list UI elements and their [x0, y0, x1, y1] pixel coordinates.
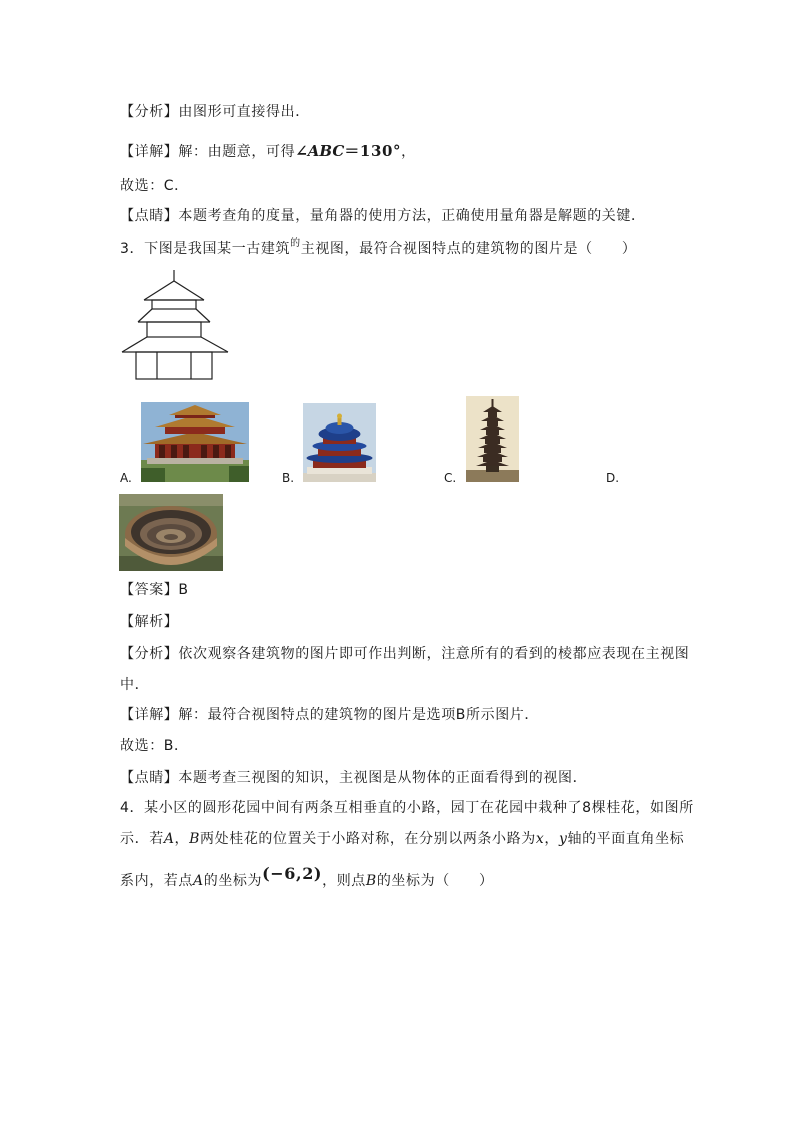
detail-text: 解：由题意，可得 — [178, 144, 296, 160]
answer-value: B — [178, 582, 189, 598]
answer-line-1 — [120, 176, 189, 196]
comment-line-1 — [120, 206, 646, 226]
point-a-label: A — [163, 831, 175, 847]
question-4-line-3 — [120, 864, 494, 891]
comment-text: 本题考查角的度量，量角器的使用方法，正确使用量角器是解题的关键． — [178, 208, 646, 224]
detail-tag: 【详解】 — [120, 144, 179, 160]
analysis-line-1 — [120, 102, 310, 122]
detail-suffix: ， — [401, 144, 416, 160]
question-4-text-3d: 的坐标为（ ） — [376, 873, 494, 889]
analysis-tag-2: 【分析】 — [120, 646, 179, 662]
detail-text-2: 解：最符合视图特点的建筑物的图片是选项B所示图片． — [178, 707, 540, 723]
answer-text: 故选：C． — [120, 178, 189, 194]
angle-value: ＝130° — [344, 142, 402, 160]
option-b-label: B. — [282, 471, 295, 485]
question-4-text-2b: 两处桂花的位置关于小路对称，在分别以两条小路为 — [200, 831, 536, 847]
x-axis-label: x — [535, 831, 545, 847]
analysis-heading-tag: 【解析】 — [120, 614, 179, 630]
answer-tag: 【答案】 — [120, 582, 179, 598]
question-4-line-1 — [120, 798, 694, 818]
question-4-text-2a: 示．若 — [120, 831, 164, 847]
point-b-label-2: B — [365, 873, 377, 889]
option-c-image — [466, 396, 519, 482]
point-a-label-2: A — [193, 873, 204, 889]
question-4-text-1: 4．某小区的圆形花园中间有两条互相垂直的小路，园丁在花园中栽种了8棵桂花，如图所 — [120, 800, 694, 816]
option-d-label: D. — [606, 471, 620, 485]
option-d-image — [119, 494, 223, 571]
detail-line-2 — [120, 705, 539, 725]
question-4-comma: ， — [174, 831, 190, 847]
question-4-comma-2: ， — [544, 831, 559, 847]
comment-tag: 【点睛】 — [120, 208, 179, 224]
comment-line-2 — [120, 768, 587, 788]
analysis-line-2 — [120, 644, 689, 664]
analysis-text: 由图形可直接得出． — [178, 104, 310, 120]
point-b-label: B — [189, 831, 201, 847]
option-b-image — [303, 403, 376, 482]
question-4-line-2 — [120, 829, 684, 849]
detail-tag-2: 【详解】 — [120, 707, 179, 723]
angle-expression: ∠ABC — [295, 142, 345, 160]
option-a-label: A. — [120, 471, 132, 485]
analysis-text-2: 依次观察各建筑物的图片即可作出判断，注意所有的看到的棱都应表现在主视图 — [178, 646, 690, 662]
option-a-image — [141, 402, 249, 482]
detail-line-1 — [120, 141, 416, 162]
question-4-text-3b: 的坐标为 — [203, 873, 263, 889]
answer-block — [120, 580, 189, 600]
analysis-heading — [120, 612, 178, 632]
question-3-text-b: 主视图，最符合视图特点的建筑物的图片是（ ） — [300, 241, 637, 257]
point-a-coordinate: (−6,2) — [262, 864, 323, 883]
question-3-text-a: 3．下图是我国某一古建筑 — [120, 241, 291, 257]
front-view-diagram — [118, 268, 234, 382]
comment-tag-2: 【点睛】 — [120, 770, 179, 786]
analysis-tag: 【分析】 — [120, 104, 179, 120]
question-4-text-3c: ，则点 — [322, 873, 366, 889]
comment-text-2: 本题考查三视图的知识，主视图是从物体的正面看得到的视图． — [178, 770, 588, 786]
analysis-text-2-cont: 中． — [120, 677, 150, 693]
question-4-text-2c: 轴的平面直角坐标 — [567, 831, 685, 847]
y-axis-label: y — [558, 831, 568, 847]
analysis-line-2-cont — [120, 675, 149, 695]
answer-line-2 — [120, 736, 189, 756]
question-3-stem — [120, 239, 637, 261]
option-c-label: C. — [444, 471, 457, 485]
answer-text-2: 故选：B． — [120, 738, 189, 754]
question-4-text-3a: 系内，若点 — [120, 873, 193, 889]
question-3-sup: 的 — [290, 238, 301, 249]
